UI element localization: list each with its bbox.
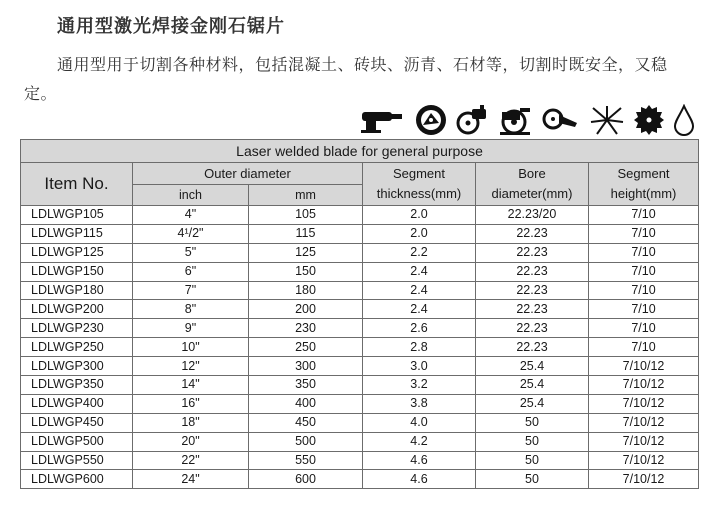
table-row [21,432,699,451]
table-row [21,206,699,225]
cell-height: 7/10/12 [589,451,699,470]
table-row [21,243,699,262]
cell-inch: 16" [133,394,249,413]
cell-thickness: 2.4 [363,262,476,281]
cell-inch: 4" [133,206,249,225]
cell-bore: 50 [476,451,589,470]
cell-mm: 500 [249,432,363,451]
cell-model: LDLWGP400 [21,394,133,413]
cell-inch: 8" [133,300,249,319]
cell-model: LDLWGP350 [21,376,133,395]
chainsaw-icon [541,105,581,135]
cell-thickness: 3.2 [363,376,476,395]
cell-thickness: 3.0 [363,357,476,376]
table-row [21,470,699,489]
cell-model: LDLWGP230 [21,319,133,338]
bore-diameter-header [476,163,589,206]
cell-model: LDLWGP115 [21,224,133,243]
cell-inch: 22" [133,451,249,470]
cell-height: 7/10/12 [589,376,699,395]
cell-height: 7/10/12 [589,413,699,432]
cell-mm: 150 [249,262,363,281]
item-no-header: Item No. [21,163,133,206]
angle-grinder-icon [360,106,406,134]
cell-inch: 6" [133,262,249,281]
cell-model: LDLWGP200 [21,300,133,319]
cell-mm: 250 [249,338,363,357]
table-body [21,206,699,489]
cell-model: LDLWGP550 [21,451,133,470]
mm-header: mm [249,185,363,206]
cell-bore: 22.23 [476,243,589,262]
cell-thickness: 4.0 [363,413,476,432]
cell-model: LDLWGP105 [21,206,133,225]
cell-bore: 22.23 [476,262,589,281]
segment-height-header-line2: height(mm) [610,186,677,201]
page-title: 通用型激光焊接金刚石锯片 [57,16,285,37]
cell-height: 7/10/12 [589,394,699,413]
cell-thickness: 2.2 [363,243,476,262]
cell-bore: 22.23 [476,300,589,319]
blade-icon [633,104,665,136]
cell-mm: 300 [249,357,363,376]
table-row [21,319,699,338]
cell-mm: 125 [249,243,363,262]
cell-bore: 22.23 [476,281,589,300]
floor-saw-icon [498,104,534,136]
cell-inch: 5" [133,243,249,262]
cell-mm: 180 [249,281,363,300]
cell-model: LDLWGP500 [21,432,133,451]
cell-thickness: 2.8 [363,338,476,357]
cell-model: LDLWGP300 [21,357,133,376]
cell-inch: 4¹/2" [133,224,249,243]
cell-mm: 400 [249,394,363,413]
product-description: 通用型用于切割各种材料，包括混凝土、砖块、沥青、石材等，切割时既安全，又稳定。 [24,55,668,103]
cell-thickness: 4.2 [363,432,476,451]
cell-model: LDLWGP600 [21,470,133,489]
segment-height-header [589,163,699,206]
cell-bore: 25.4 [476,376,589,395]
cell-thickness: 2.4 [363,281,476,300]
segment-height-header-line1: Segment [617,166,670,181]
cell-height: 7/10/12 [589,432,699,451]
cell-thickness: 2.0 [363,206,476,225]
cell-inch: 18" [133,413,249,432]
cell-inch: 24" [133,470,249,489]
cell-inch: 12" [133,357,249,376]
cell-bore: 50 [476,470,589,489]
cell-mm: 230 [249,319,363,338]
cell-model: LDLWGP125 [21,243,133,262]
segment-thickness-header [363,163,476,206]
table-row [21,338,699,357]
cell-height: 7/10 [589,300,699,319]
sparks-icon [589,104,625,136]
table-row [21,376,699,395]
table-row [21,224,699,243]
bore-diameter-header-line2: diameter(mm) [491,186,573,201]
cell-mm: 115 [249,224,363,243]
cell-model: LDLWGP250 [21,338,133,357]
cut-off-saw-icon [456,103,490,137]
cell-bore: 22.23 [476,338,589,357]
cell-height: 7/10 [589,243,699,262]
table-row [21,451,699,470]
cell-height: 7/10/12 [589,357,699,376]
table-row [21,357,699,376]
cell-thickness: 4.6 [363,470,476,489]
table-caption: Laser welded blade for general purpose [21,140,699,163]
cell-bore: 25.4 [476,357,589,376]
cell-inch: 9" [133,319,249,338]
cell-thickness: 2.0 [363,224,476,243]
table-row [21,281,699,300]
cell-thickness: 4.6 [363,451,476,470]
cell-height: 7/10 [589,224,699,243]
table-row [21,394,699,413]
cell-height: 7/10 [589,338,699,357]
outer-diameter-header: Outer diameter [133,163,363,185]
cell-height: 7/10 [589,319,699,338]
cell-thickness: 2.6 [363,319,476,338]
cell-bore: 50 [476,413,589,432]
cell-bore: 22.23 [476,319,589,338]
cell-model: LDLWGP150 [21,262,133,281]
cell-mm: 105 [249,206,363,225]
cell-inch: 14" [133,376,249,395]
cell-mm: 550 [249,451,363,470]
cell-bore: 25.4 [476,394,589,413]
cell-bore: 22.23/20 [476,206,589,225]
cell-bore: 22.23 [476,224,589,243]
table-row [21,262,699,281]
cell-mm: 350 [249,376,363,395]
inch-header: inch [133,185,249,206]
cell-thickness: 3.8 [363,394,476,413]
table-row [21,413,699,432]
cell-mm: 600 [249,470,363,489]
circular-saw-icon [414,103,448,137]
cell-height: 7/10 [589,281,699,300]
segment-thickness-header-line2: thickness(mm) [376,186,462,201]
cell-thickness: 2.4 [363,300,476,319]
cell-model: LDLWGP180 [21,281,133,300]
spec-table [20,139,699,489]
water-drop-icon [673,104,695,136]
cell-mm: 200 [249,300,363,319]
application-icons [360,103,695,137]
segment-thickness-header-line1: Segment [392,166,446,181]
cell-height: 7/10 [589,262,699,281]
cell-bore: 50 [476,432,589,451]
table-row [21,300,699,319]
cell-height: 7/10/12 [589,470,699,489]
cell-model: LDLWGP450 [21,413,133,432]
cell-inch: 10" [133,338,249,357]
bore-diameter-header-line1: Bore [518,166,546,181]
cell-mm: 450 [249,413,363,432]
cell-inch: 20" [133,432,249,451]
cell-height: 7/10 [589,206,699,225]
cell-inch: 7" [133,281,249,300]
